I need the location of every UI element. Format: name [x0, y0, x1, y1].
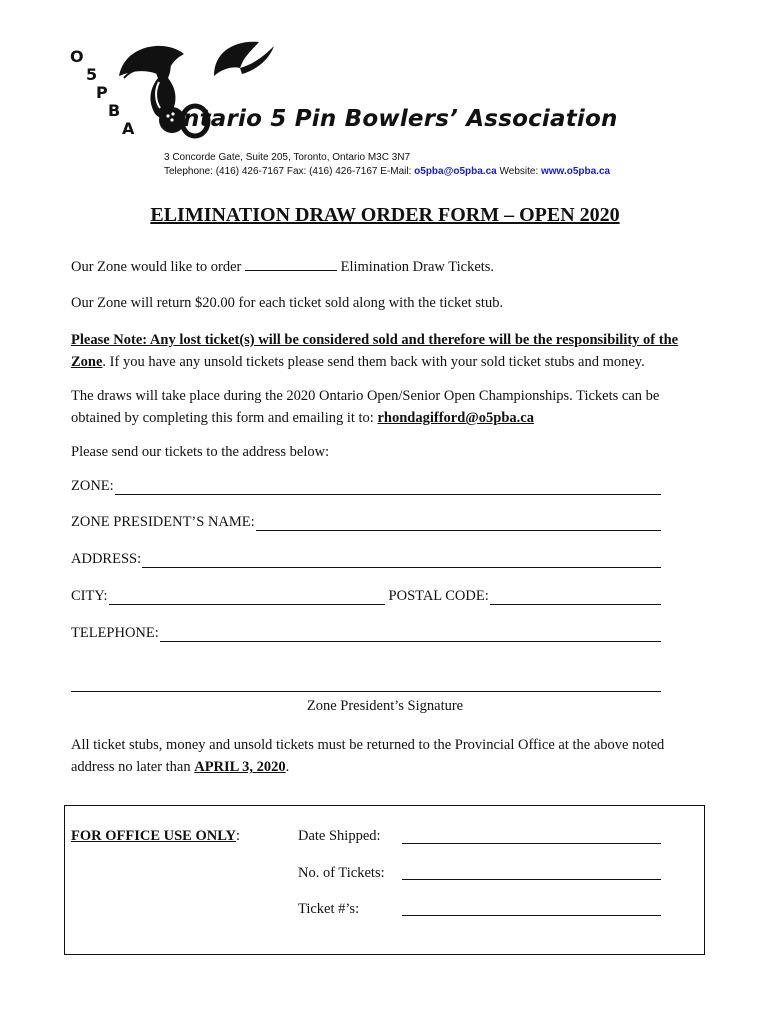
- signature-line[interactable]: [71, 691, 661, 692]
- address-field[interactable]: [71, 551, 661, 568]
- city-postal-row: [71, 588, 661, 605]
- order-quantity-line: [71, 256, 691, 278]
- form-title: ELIMINATION DRAW ORDER FORM – OPEN 2020: [150, 204, 620, 226]
- return-deadline-text: [71, 734, 691, 778]
- address-label: ADDRESS:: [71, 551, 142, 567]
- return-policy-line: Our Zone will return $20.00 for each ticket sold along with the ticket stub.: [71, 295, 504, 311]
- city-label: CITY:: [71, 588, 108, 604]
- postal-code-label: POSTAL CODE:: [388, 588, 489, 604]
- postal-code-input-line[interactable]: [490, 588, 661, 605]
- office-use-title: [71, 828, 240, 845]
- zone-input-line[interactable]: [115, 478, 661, 495]
- draws-text: The draws will take place during the 2020 Ontario Open/Senior Open Championships. Tickets can be obtained by completing this form and emailing it to:: [71, 388, 660, 426]
- organization-name: ntario 5 Pin Bowlers’ Association: [183, 106, 618, 132]
- office-address: 3 Concorde Gate, Suite 205, Toronto, Ontario M3C 3N7: [164, 152, 411, 163]
- lost-ticket-note: [71, 329, 691, 373]
- num-tickets-label: No. of Tickets:: [298, 865, 385, 881]
- num-tickets-line[interactable]: [402, 879, 661, 880]
- contact-line: [164, 166, 610, 177]
- contact-phone-fax: Telephone: (416) 426-7167 Fax: (416) 426-7167 E-Mail:: [164, 166, 415, 177]
- president-name-input-line[interactable]: [256, 514, 661, 531]
- send-instructions: Please send our tickets to the address below:: [71, 444, 330, 460]
- logo-letter-p: P: [96, 83, 108, 102]
- ticket-numbers-label: Ticket #’s:: [298, 901, 360, 917]
- zone-label: ZONE:: [71, 478, 114, 494]
- deadline-text: All ticket stubs, money and unsold tickets must be returned to the Provincial Office at the above noted address no later than: [71, 737, 665, 775]
- zone-field[interactable]: [71, 478, 661, 495]
- logo-letter-a: A: [122, 119, 135, 138]
- website-label: Website:: [496, 166, 541, 177]
- note-rest: . If you have any unsold tickets please send them back with your sold ticket stubs and money.: [102, 354, 645, 370]
- telephone-input-line[interactable]: [160, 625, 661, 642]
- draws-info: [71, 385, 691, 429]
- office-use-title-text: FOR OFFICE USE ONLY: [71, 828, 237, 844]
- president-name-label: ZONE PRESIDENT’S NAME:: [71, 514, 255, 530]
- office-use-colon: :: [236, 828, 241, 844]
- website-link[interactable]: www.o5pba.ca: [541, 166, 611, 177]
- president-name-field[interactable]: [71, 514, 661, 531]
- ticket-quantity-field[interactable]: [245, 256, 337, 271]
- order-text-after: Elimination Draw Tickets.: [336, 259, 495, 275]
- city-input-line[interactable]: [109, 588, 385, 605]
- deadline-date: APRIL 3, 2020: [194, 759, 286, 775]
- logo-letter-5: 5: [86, 65, 98, 84]
- date-shipped-line[interactable]: [402, 843, 661, 844]
- email-link[interactable]: o5pba@o5pba.ca: [414, 166, 497, 177]
- signature-label: Zone President’s Signature: [306, 698, 464, 714]
- address-input-line[interactable]: [142, 551, 661, 568]
- logo-letter-b: B: [108, 101, 121, 120]
- ticket-numbers-line[interactable]: [402, 915, 661, 916]
- order-text-before: Our Zone would like to order: [71, 259, 245, 275]
- logo-letter-o: O: [70, 47, 84, 66]
- telephone-label: TELEPHONE:: [71, 625, 159, 641]
- contact-email-link[interactable]: rhondagifford@o5pba.ca: [377, 410, 534, 426]
- telephone-field[interactable]: [71, 625, 661, 642]
- date-shipped-label: Date Shipped:: [298, 828, 381, 844]
- note-bold: Please Note: Any lost ticket(s) will be considered sold and therefore will be the responsibility of the Zone: [71, 332, 679, 370]
- deadline-end: .: [285, 759, 290, 775]
